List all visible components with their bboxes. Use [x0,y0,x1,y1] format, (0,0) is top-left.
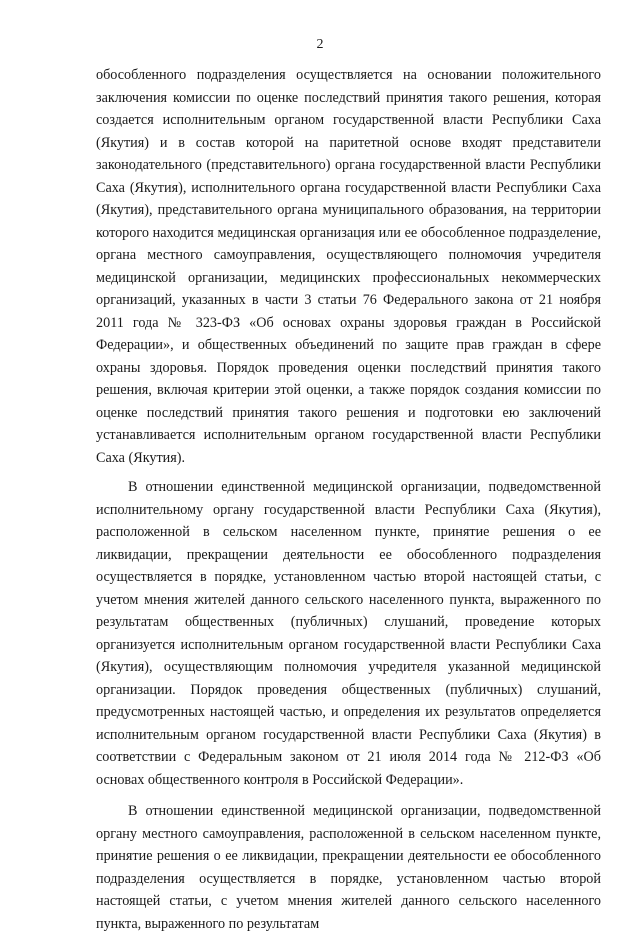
document-body [96,64,601,935]
paragraph-republic-organization: В отношении единственной медицинской организации, подведомственной исполнительному органу государственной власти Республики Саха (Якутия), расположенной в сельском населенном пункте, принятие решения о ее ликвидации, прекращении деятельности ее обособленного подразделения осуществляется в порядке, установленном частью второй настоящей статьи, с учетом мнения жителей данного сельского населенного пункта, выраженного по результатам общественных (публичных) слушаний, проведение которых организуется исполнительным органом государственной власти Республики Саха (Якутия), осуществляющим полномочия учредителя указанной медицинской организации. Порядок проведения общественных (публичных) слушаний, предусмотренных настоящей частью, и определения их результатов определяется исполнительным органом государственной власти Республики Саха (Якутия) в соответствии с Федеральным законом от 21 июля 2014 года № 212-ФЗ «Об основах общественного контроля в Российской Федерации». [96,479,601,788]
page-number: 2 [316,37,324,52]
paragraph-municipal-organization: В отношении единственной медицинской организации, подведомственной органу местного самоуправления, расположенной в сельском населенном пункте, принятие решения о ее ликвидации, прекращении деятельности ее обособленного подразделения осуществляется в порядке, установленном частью второй настоящей статьи, с учетом мнения жителей данного сельского населенного пункта, выраженного по результатам [96,803,601,932]
paragraph-commission-assessment: обособленного подразделения осуществляется на основании положительного заключения комиссии по оценке последствий принятия такого решения, которая создается исполнительным органом государственной власти Республики Саха (Якутия) и в состав которой на паритетной основе входят представители законодательного (представительного) органа государственной власти Республики Саха (Якутия), исполнительного органа государственной власти Республики Саха (Якутия), представительного органа муниципального образования, на территории которого находится медицинская организация или ее обособленное подразделение, органа местного самоуправления, осуществляющего полномочия учредителя медицинской организации, медицинских профессиональных некоммерческих организаций, указанных в части 3 статьи 76 Федерального закона от 21 ноября 2011 года № 323-ФЗ «Об основах охраны здоровья граждан в Российской Федерации», и общественных объединений по защите прав граждан в сфере охраны здоровья. Порядок проведения оценки последствий принятия такого решения, включая критерии этой оценки, а также порядок создания комиссии по оценке последствий принятия такого решения и подготовки ею заключений устанавливается исполнительным органом государственной власти Республики Саха (Якутия). [96,67,601,466]
